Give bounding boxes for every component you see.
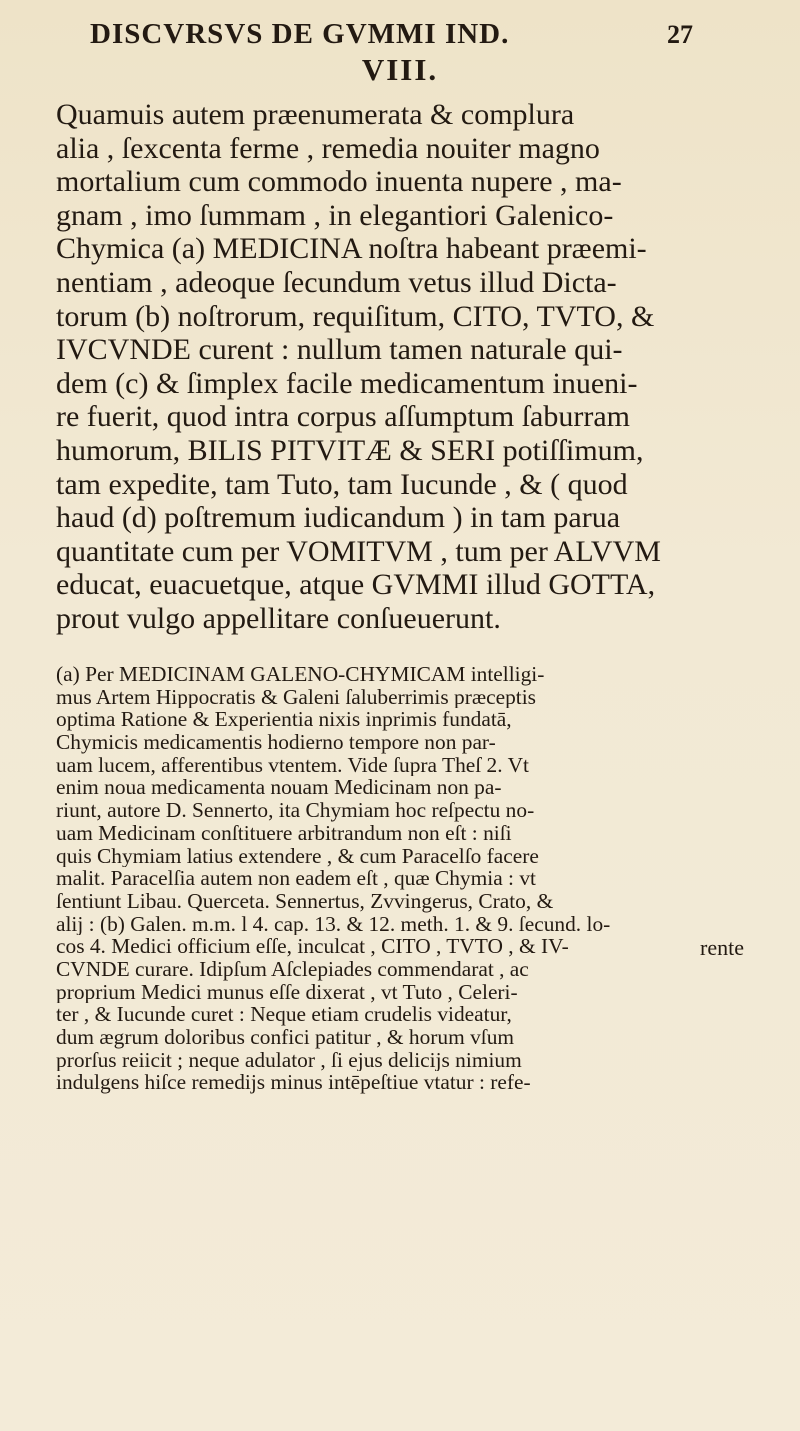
body-line: haud (d) poſtremum iudicandum ) in tam parua xyxy=(56,501,621,535)
body-line: tam expedite, tam Tuto, tam Iucunde , & ( quod xyxy=(56,467,628,501)
note-line: optima Ratione & Experientia nixis inprimis fundatā, xyxy=(56,708,512,732)
note-line: ter , & Iucunde curet : Neque etiam crudelis videatur, xyxy=(56,1003,512,1026)
body-line: gnam , imo ſummam , in elegantiori Galenico- xyxy=(56,198,614,232)
body-line: prout vulgo appellitare conſueuerunt. xyxy=(56,601,501,635)
page-number: 27 xyxy=(667,20,693,49)
note-line: riunt, autore D. Sennerto, ita Chymiam hoc reſpectu no- xyxy=(56,799,535,822)
body-line: dem (c) & ſimplex facile medicamentum inueni- xyxy=(56,366,638,400)
note-line: enim noua medicamenta nouam Medicinam non pa- xyxy=(56,776,502,800)
note-line: dum ægrum doloribus confici patitur , & horum vſum xyxy=(56,1026,515,1049)
running-head-title: DISCVRSVS DE GVMMI IND. xyxy=(90,18,510,50)
body-line: nentiam , adeoque ſecundum vetus illud Dicta- xyxy=(56,265,617,299)
body-line: educat, euacuetque, atque GVMMI illud GOTTA, xyxy=(56,568,656,602)
catchword: rente xyxy=(700,935,744,960)
body-line: Quamuis autem præenumerata & complura xyxy=(56,98,575,131)
note-line: prorſus reiicit ; neque adulator , ſi ejus delicijs nimium xyxy=(56,1048,522,1072)
note-line: quis Chymiam latius extendere , & cum Paracelſo facere xyxy=(56,844,539,868)
note-line: malit. Paracelſia autem non eadem eſt , quæ Chymia : vt xyxy=(56,867,536,890)
note-line: cos 4. Medici officium eſſe, inculcat , CITO , TVTO , & IV- xyxy=(56,935,569,958)
note-line: CVNDE curare. Idipſum Aſclepiades commendarat , ac xyxy=(56,957,529,981)
main-paragraph xyxy=(56,98,786,636)
body-line: torum (b) noſtrorum, requiſitum, CITO, TVTO, & xyxy=(56,299,655,333)
footnotes xyxy=(56,663,788,1094)
body-line: mortalium cum commodo inuenta nupere , ma- xyxy=(56,165,622,199)
note-line: alij : (b) Galen. m.m. l 4. cap. 13. & 12. meth. 1. & 9. ſecund. lo- xyxy=(56,912,611,936)
note-line: ſentiunt Libau. Querceta. Sennertus, Zvvingerus, Crato, & xyxy=(56,889,554,913)
note-line: mus Artem Hippocratis & Galeni ſaluberrimis præceptis xyxy=(56,685,537,709)
body-line: alia , ſexcenta ferme , remedia nouiter magno xyxy=(56,131,600,165)
body-line: quantitate cum per VOMITVM , tum per ALVVM xyxy=(56,534,661,568)
section-number: VIII. xyxy=(361,52,439,87)
note-line: proprium Medici munus eſſe dixerat , vt Tuto , Celeri- xyxy=(56,980,518,1004)
body-line: humorum, BILIS PITVITÆ & SERI potiſſimum, xyxy=(56,433,644,467)
note-line: uam Medicinam conſtituere arbitrandum non eſt : niſi xyxy=(56,821,512,845)
note-line: Chymicis medicamentis hodierno tempore non par- xyxy=(56,731,496,754)
body-line: re fuerit, quod intra corpus aſſumptum ſaburram xyxy=(56,400,630,434)
body-line: IVCVNDE curent : nullum tamen naturale qui- xyxy=(56,333,623,367)
running-head xyxy=(90,18,770,52)
note-line: indulgens hiſce remedijs minus intēpeſtiue vtatur : refe- xyxy=(56,1071,531,1095)
note-line: (a) Per MEDICINAM GALENO-CHYMICAM intelligi- xyxy=(56,663,545,686)
note-line: uam lucem, afferentibus vtentem. Vide ſupra Theſ 2. Vt xyxy=(56,753,529,777)
body-line: Chymica (a) MEDICINA noſtra habeant præemi- xyxy=(56,232,647,266)
